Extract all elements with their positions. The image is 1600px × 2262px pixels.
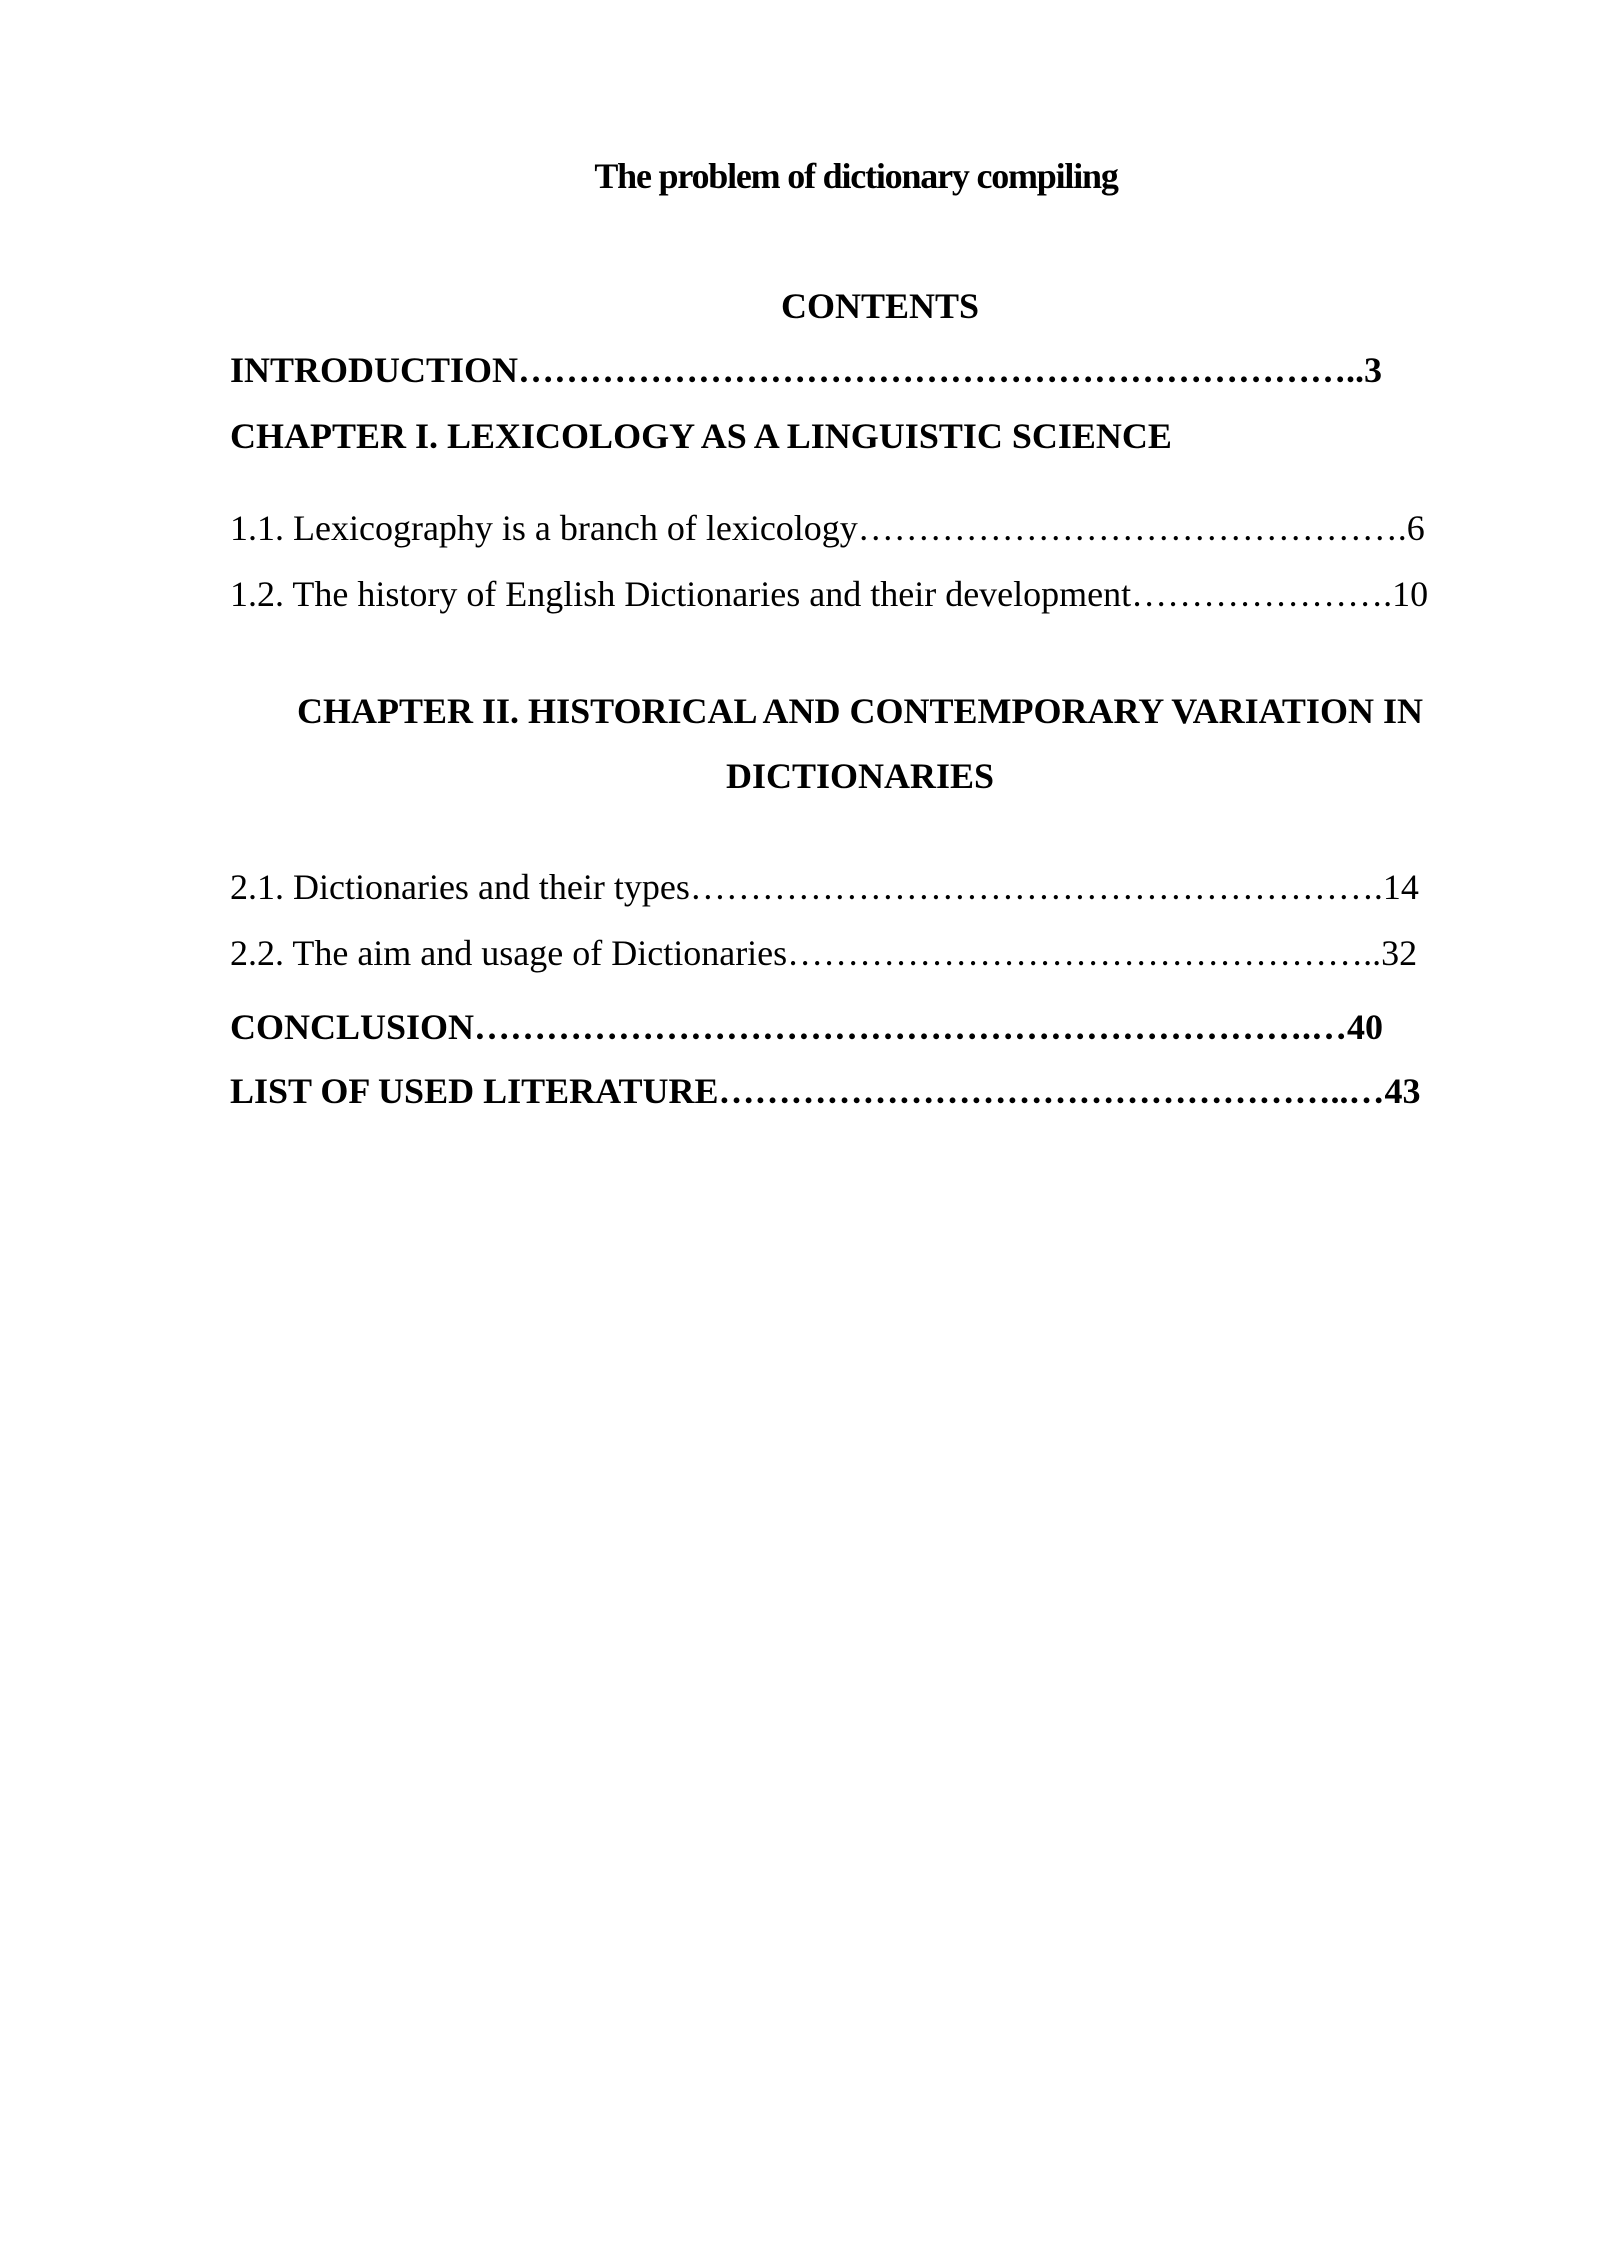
toc-entry-section-1-2: 1.2. The history of English Dictionaries and their development………………….10 — [230, 574, 1429, 614]
toc-entry-conclusion: CONCLUSION…………………………………………………………….…40 — [230, 1007, 1384, 1047]
toc-entry-chapter-2-line-1: CHAPTER II. HISTORICAL AND CONTEMPORARY VARIATION IN — [297, 691, 1423, 731]
toc-entry-section-1-1: 1.1. Lexicography is a branch of lexicology……………………………………….6 — [230, 508, 1425, 548]
contents-heading: CONTENTS — [780, 286, 980, 326]
toc-entry-literature: LIST OF USED LITERATURE……………………………………………..…43 — [230, 1071, 1421, 1111]
document-title: The problem of dictionary compiling — [594, 156, 1118, 196]
toc-entry-chapter-1: CHAPTER I. LEXICOLOGY AS A LINGUISTIC SCIENCE — [230, 416, 1172, 456]
toc-entry-chapter-2-line-2: DICTIONARIES — [725, 756, 995, 796]
toc-entry-introduction: INTRODUCTION……………………………………………………………..3 — [230, 350, 1383, 390]
toc-entry-section-2-1: 2.1. Dictionaries and their types………………………………………………….14 — [230, 867, 1419, 907]
toc-entry-section-2-2: 2.2. The aim and usage of Dictionaries…………………………………………..32 — [230, 933, 1418, 973]
